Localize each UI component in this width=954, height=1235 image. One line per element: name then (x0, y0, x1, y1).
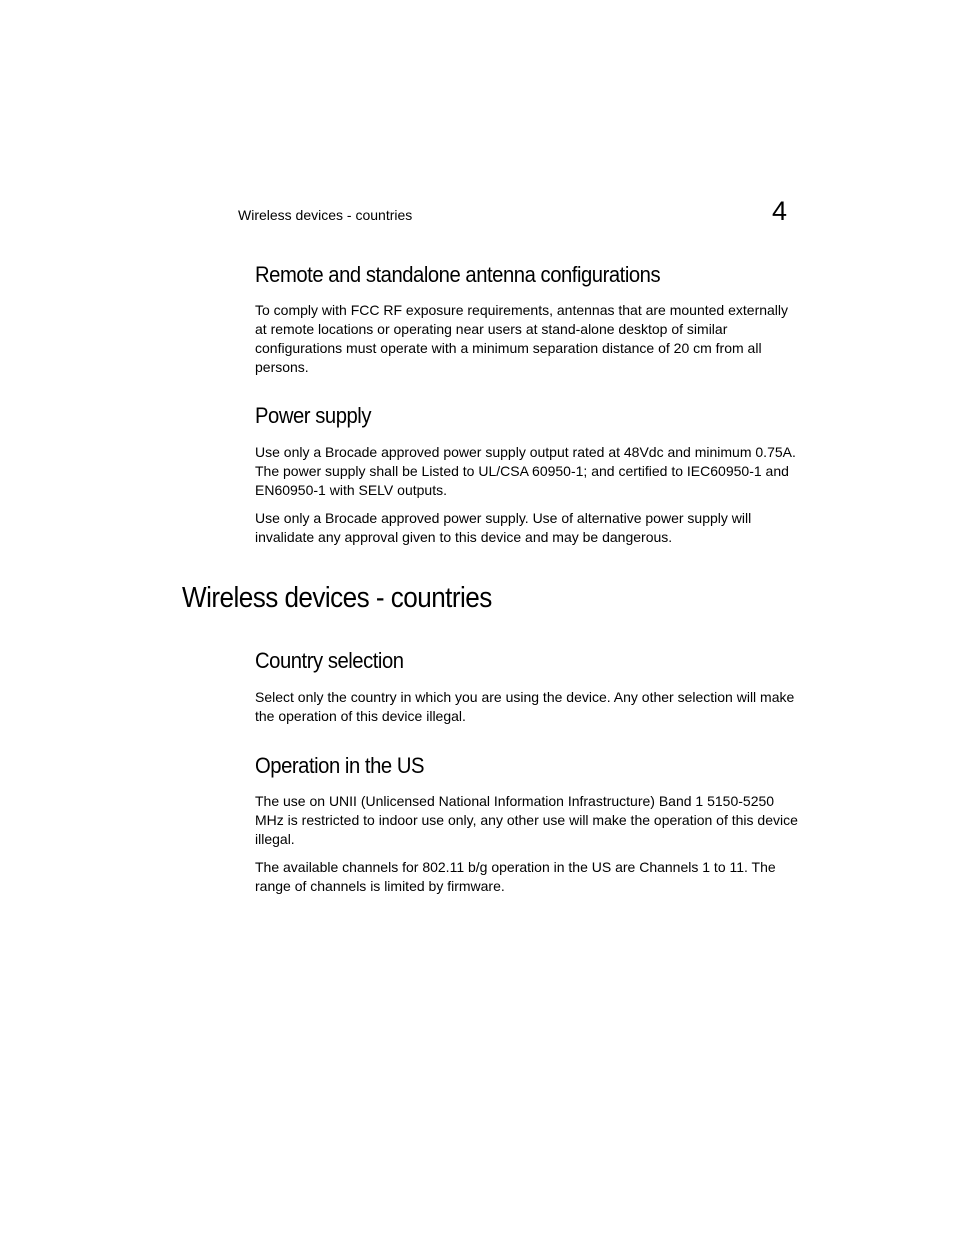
paragraph-antenna: To comply with FCC RF exposure requirements, antennas that are mounted externally at remote locations or operating near users at stand-alone desktop of similar configurations must operate with a minimum separation distance of 20 cm from all persons. (255, 302, 789, 375)
heading-antenna: Remote and standalone antenna configurations (255, 262, 661, 287)
paragraph-power-supply-1: Use only a Brocade approved power supply output rated at 48Vdc and minimum 0.75A. The power supply shall be Listed to UL/CSA 60950-1; and certified to IEC60950-1 and EN60950-1 with SELV outputs. (255, 444, 796, 498)
heading-country-selection: Country selection (255, 648, 404, 673)
paragraph-operation-us-1: The use on UNII (Unlicensed National Information Infrastructure) Band 1 5150-5250 MHz is restricted to indoor use only, any other use will make the operation of this device illegal. (255, 793, 798, 847)
heading-operation-us: Operation in the US (255, 753, 425, 778)
heading-power-supply: Power supply (255, 403, 371, 428)
paragraph-operation-us-2: The available channels for 802.11 b/g operation in the US are Channels 1 to 11. The range of channels is limited by firmware. (255, 859, 776, 894)
chapter-number: 4 (772, 196, 788, 226)
paragraph-power-supply-2: Use only a Brocade approved power supply. Use of alternative power supply will invalidate any approval given to this device and may be dangerous. (255, 510, 752, 545)
running-header: Wireless devices - countries (238, 207, 413, 223)
heading-wireless-devices: Wireless devices - countries (182, 582, 492, 614)
paragraph-country-selection: Select only the country in which you are using the device. Any other selection will make the operation of this device illegal. (255, 689, 795, 724)
